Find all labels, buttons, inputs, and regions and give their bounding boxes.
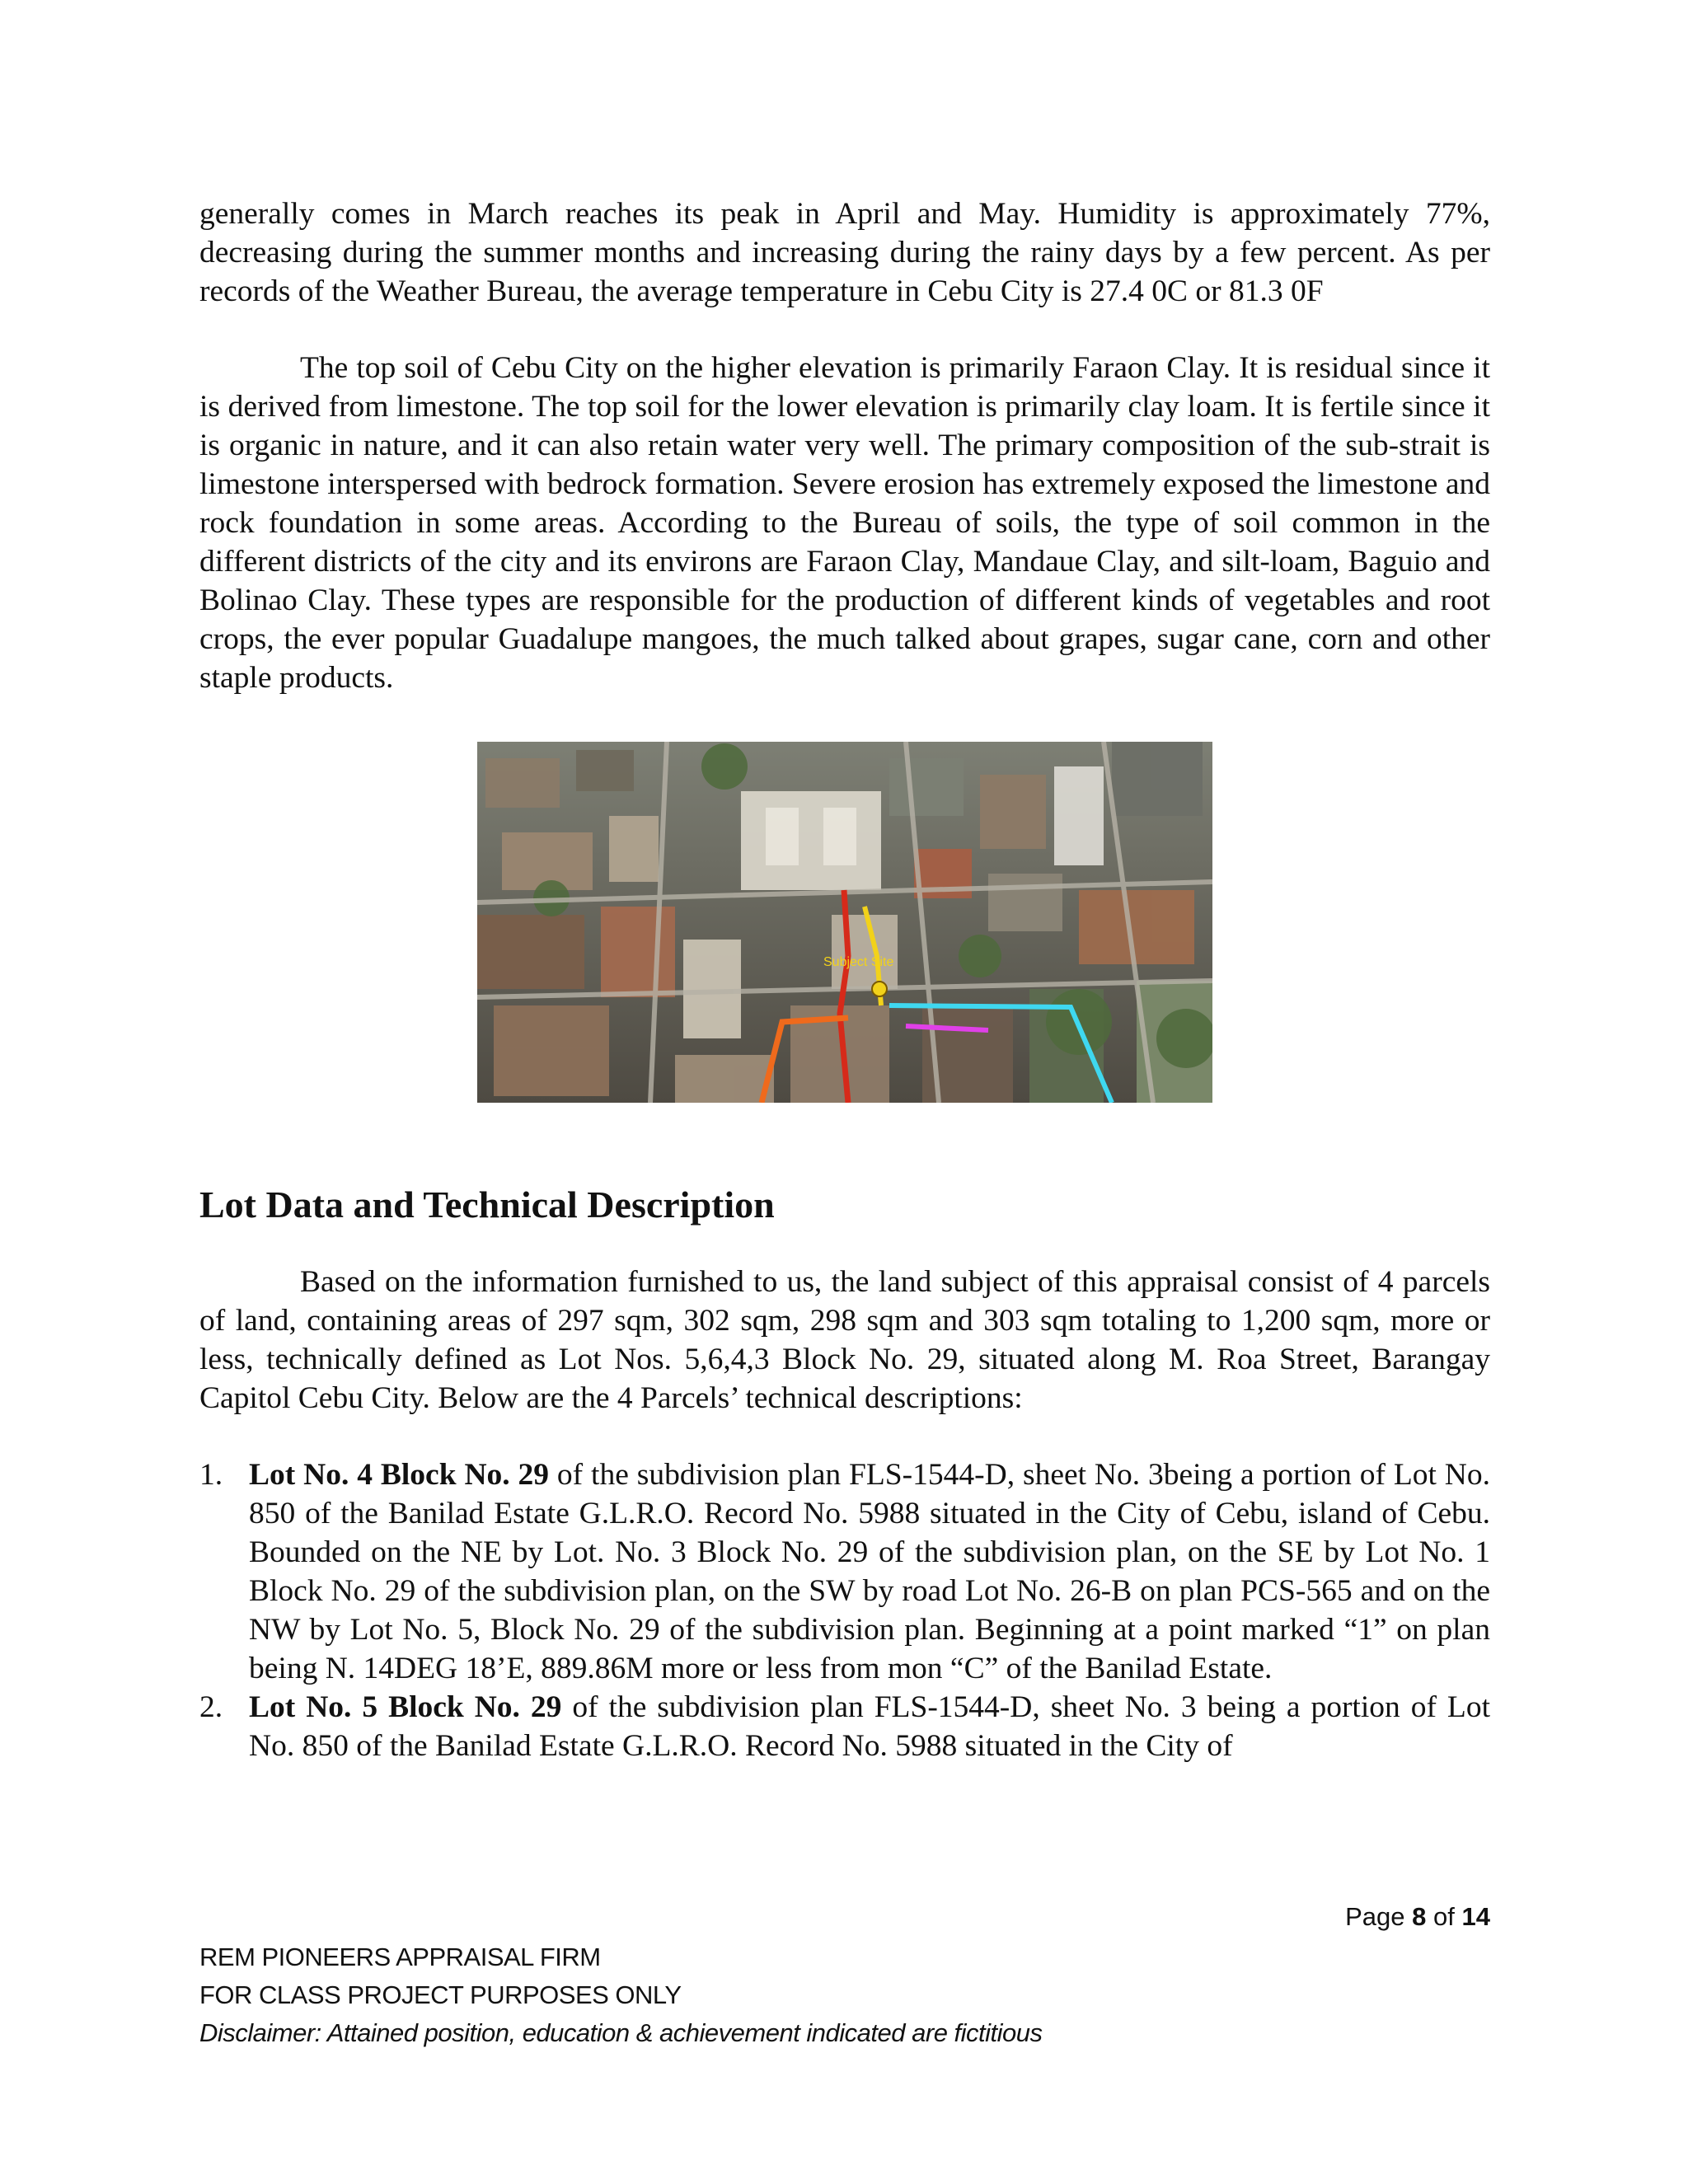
page-content [199,194,1490,1765]
section-heading: Lot Data and Technical Description [199,1183,775,1226]
lot-number: 2. [199,1690,223,1724]
page-current: 8 [1412,1902,1427,1931]
climate-paragraph: generally comes in March reaches its peak in April and May. Humidity is approximately 77%, decreasing during the summer months and increasing during the rainy days by a few percent. As per records of the Weather Bureau, the average temperature in Cebu City is 27.4 0C or 81.3 0F [199,197,1490,308]
lot-number: 1. [199,1458,223,1492]
footer-firm-name: REM PIONEERS APPRAISAL FIRM [199,1943,601,1971]
lot-intro-paragraph: Based on the information furnished to us, the land subject of this appraisal consist of 4 parcels of land, containing areas of 297 sqm, 302 sqm, 298 sqm and 303 sqm totaling to 1,200 sqm, more or less, technically defined as Lot Nos. 5,6,4,3 Block No. 29, situated along M. Roa Street, Barangay Capitol Cebu City. Below are the 4 Parcels’ technical descriptions: [199,1265,1490,1415]
lot-title: Lot No. 4 Block No. 29 [249,1458,550,1492]
footer-disclaimer: Disclaimer: Attained position, education & achievement indicated are fictitious [199,2018,1043,2047]
aerial-map-image [477,742,1212,1103]
page-total: 14 [1461,1902,1490,1931]
lot-title: Lot No. 5 Block No. 29 [249,1690,562,1724]
page-label: Page [1345,1902,1405,1931]
lot-item [199,1455,1490,1688]
lot-description: of the subdivision plan FLS-1544-D, sheet No. 3being a portion of Lot No. 850 of the Banilad Estate G.L.R.O. Record No. 5988 situated in the City of Cebu, island of Cebu. Bounded on the NE by Lot. No. 3 Block No. 29 of the subdivision plan, on the SE by Lot No. 1 Block No. 29 of the subdivision plan, on the SW by road Lot No. 26-B on plan PCS-565 and on the NW by Lot No. 5, Block No. 29 of the subdivision plan. Beginning at a point marked “1” on plan being N. 14DEG 18’E, 889.86M more or less from mon “C” of the Banilad Estate. [249,1458,1491,1685]
lot-list [199,1455,1490,1765]
soil-paragraph: The top soil of Cebu City on the higher elevation is primarily Faraon Clay. It is residual since it is derived from limestone. The top soil for the lower elevation is primarily clay loam. It is fertile since it is organic in nature, and it can also retain water very well. The primary composition of the sub-strait is limestone interspersed with bedrock formation. Severe erosion has extremely exposed the limestone and rock foundation in some areas. According to the Bureau of soils, the type of soil common in the different districts of the city and its environs are Faraon Clay, Mandaue Clay, and silt-loam, Baguio and Bolinao Clay. These types are responsible for the production of different kinds of vegetables and root crops, the ever popular Guadalupe mangoes, the much talked about grapes, sugar cane, corn and other staple products. [199,351,1490,695]
page-of: of [1433,1902,1455,1931]
lot-item [199,1688,1490,1765]
aerial-map-graphic [477,742,1212,1103]
lot-description: of the subdivision plan FLS-1544-D, sheet No. 3 being a portion of Lot No. 850 of the Banilad Estate G.L.R.O. Record No. 5988 situated in the City of [249,1690,1490,1763]
page-footer [199,1938,1043,2052]
footer-purpose: FOR CLASS PROJECT PURPOSES ONLY [199,1980,682,2009]
page-number [1345,1900,1490,1933]
subject-site-label: Subject Site [823,955,894,969]
